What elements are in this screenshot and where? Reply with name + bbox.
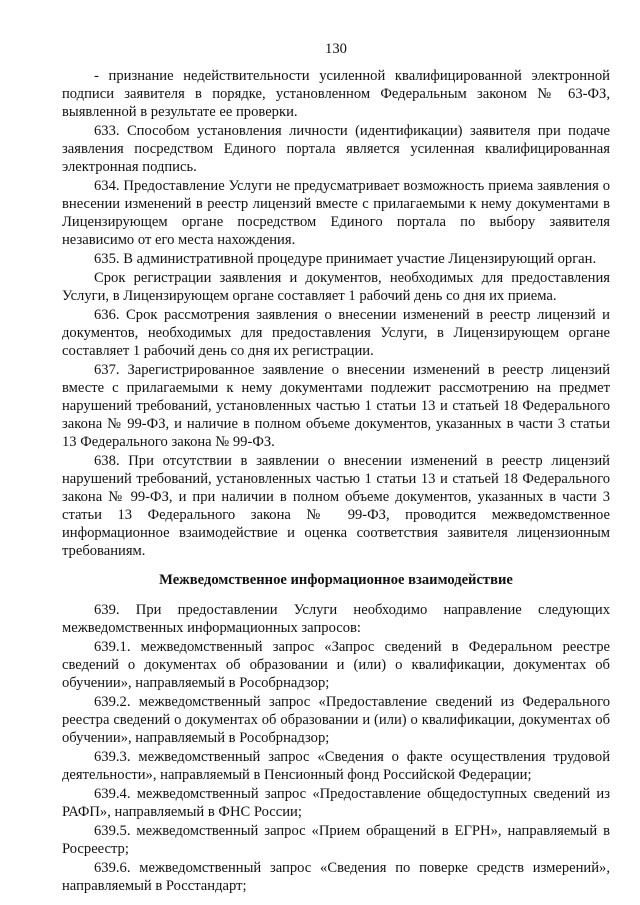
paragraph-638: 638. При отсутствии в заявлении о внесении изменений в реестр лицензий нарушений требований, установленных частью 1 статьи 13 и статьей 18 Федерального закона № 99-ФЗ, и при наличии в полном объеме документов, указанных в части 3 статьи 13 Федерального закона № 99-ФЗ, проводится межведомственное информационное взаимодействие и оценка соответствия заявителя лицензионным требованиям. bbox=[62, 453, 610, 559]
page-number: 130 bbox=[325, 41, 347, 57]
paragraph-634: 634. Предоставление Услуги не предусматривает возможность приема заявления о внесении изменений в реестр лицензий вместе с прилагаемыми к нему документами в Лицензирующем органе посредством Единого портала по выбору заявителя независимо от его места нахождения. bbox=[62, 178, 610, 248]
paragraph-635: 635. В административной процедуре принимает участие Лицензирующий орган. bbox=[94, 251, 597, 267]
paragraph-632-item: - признание недействительности усиленной квалифицированной электронной подписи заявителя в порядке, установленном Федеральным законом № 63-ФЗ, выявленной в результате ее проверки. bbox=[62, 68, 610, 120]
paragraph-639-4: 639.4. межведомственный запрос «Предоставление общедоступных сведений из РАФП», направляемый в ФНС России; bbox=[62, 786, 610, 820]
paragraph-636: 636. Срок рассмотрения заявления о внесении изменений в реестр лицензий и документов, необходимых для предоставления Услуги, в Лицензирующем органе составляет 1 рабочий день со дня их регистрации. bbox=[62, 307, 610, 359]
paragraph-639-5: 639.5. межведомственный запрос «Прием обращений в ЕГРН», направляемый в Росреестр; bbox=[62, 823, 610, 857]
section-heading: Межведомственное информационное взаимодействие bbox=[159, 572, 513, 588]
paragraph-639-3: 639.3. межведомственный запрос «Сведения о факте осуществления трудовой деятельности», направляемый в Пенсионный фонд Российской Федерации; bbox=[62, 749, 610, 783]
paragraph-633: 633. Способом установления личности (идентификации) заявителя при подаче заявления посредством Единого портала является усиленная квалифицированная электронная подпись. bbox=[62, 123, 610, 175]
paragraph-639-1: 639.1. межведомственный запрос «Запрос сведений в Федеральном реестре сведений о документах об образовании и (или) о квалификации, документах об обучении», направляемый в Рособрнадзор; bbox=[62, 639, 610, 691]
paragraph-639: 639. При предоставлении Услуги необходимо направление следующих межведомственных информационных запросов: bbox=[62, 602, 610, 636]
paragraph-639-2: 639.2. межведомственный запрос «Предоставление сведений из Федерального реестра сведений о документах об образовании и (или) о квалификации, документах об обучении», направляемый в Рособрнадзор; bbox=[62, 694, 610, 746]
paragraph-637: 637. Зарегистрированное заявление о внесении изменений в реестр лицензий вместе с прилагаемыми к нему документами подлежит рассмотрению на предмет нарушений требований, установленных частью 1 статьи 13 и статьей 18 Федерального закона № 99-ФЗ, и наличие в полном объеме документов, указанных в части 3 статьи 13 Федерального закона № 99-ФЗ. bbox=[62, 362, 610, 450]
paragraph-639-6: 639.6. межведомственный запрос «Сведения по поверке средств измерений», направляемый в Росстандарт; bbox=[62, 860, 610, 894]
paragraph-registration-term: Срок регистрации заявления и документов, необходимых для предоставления Услуги, в Лицензирующем органе составляет 1 рабочий день со дня их приема. bbox=[62, 270, 610, 304]
